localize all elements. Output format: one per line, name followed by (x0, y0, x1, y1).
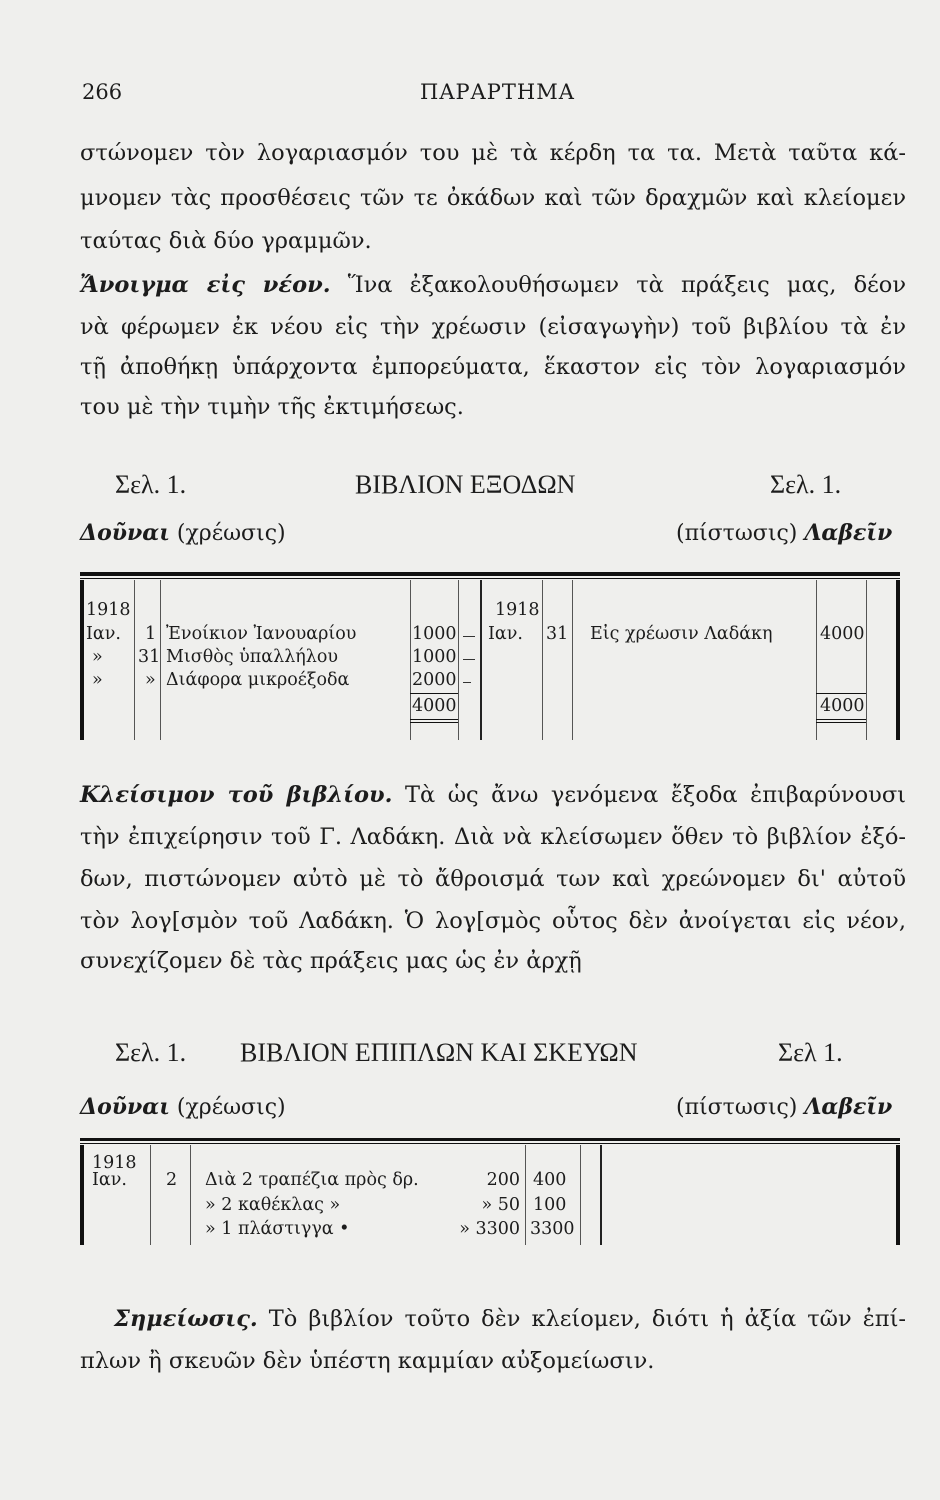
ledger2-left-border (80, 1145, 84, 1245)
ledger2-debit-amount: 3300 (530, 1219, 575, 1239)
ledger1-center-divider (480, 580, 482, 740)
ledger1-credit-amount: 4000 (820, 624, 865, 644)
ledger2-debit-desc: Διὰ 2 τραπέζια πρὸς δρ. (205, 1170, 419, 1190)
running-head: ΠΑΡΑΡΤΗΜΑ (420, 80, 575, 104)
ledger1-debit-total: 4000 (412, 696, 457, 716)
ledger1-top-rule-thin (80, 578, 900, 579)
note-line-1 (80, 1304, 906, 1334)
opening-line-4: του μὲ τὴν τιμὴν τῆς ἐκτιμήσεως. (80, 394, 464, 420)
opening-line-1-text: Ἵνα ἐξακολουθήσωμεν τὰ πράξεις μας, δέον (347, 272, 906, 298)
closing-heading: Κλείσιμον τοῦ βιβλίου. (80, 782, 393, 808)
ledger1-debit-amount: 2000 (412, 670, 457, 690)
ledger1-col-divider (134, 580, 135, 740)
ledger2-debit-word: Δοῦναι (80, 1094, 170, 1120)
ledger1-debit-month: Ιαν. (86, 624, 121, 644)
ledger1-title: ΒΙΒΛΙΟΝ ΕΞΟΔΩΝ (355, 470, 576, 499)
intro-line-2: μνομεν τὰς προσθέσεις τῶν τε ὀκάδων καὶ τῶν δραχμῶν καὶ κλείομεν (80, 185, 906, 211)
ledger2-credit-word: Λαβεῖν (804, 1094, 893, 1120)
ledger2-page-right: Σελ 1. (778, 1038, 843, 1067)
ledger2-debit-day: 2 (166, 1170, 178, 1190)
ledger1-dash (463, 659, 475, 660)
ledger1-debit-month: » (92, 647, 103, 667)
note-line-1-text: Τὸ βιβλίον τοῦτο δὲν κλείομεν, διότι ἡ ἀξία τῶν ἐπί- (268, 1306, 906, 1332)
ledger1-credit-word: Λαβεῖν (804, 520, 893, 546)
ledger1-top-rule (80, 572, 900, 576)
ledger1-credit-paren: (πίστωσις) (676, 521, 798, 546)
ledger1-left-border (80, 580, 84, 740)
ledger2-center-divider (600, 1145, 602, 1245)
opening-line-3: τῇ ἀποθήκῃ ὑπάρχοντα ἐμπορεύματα, ἕκαστον εἰς τὸν λογαριασμόν (80, 354, 906, 380)
ledger1-credit-desc: Εἰς χρέωσιν Λαδάκη (590, 624, 773, 644)
opening-line-2: νὰ φέρωμεν ἐκ νέου εἰς τὴν χρέωσιν (εἰσαγωγὴν) τοῦ βιβλίου τὰ ἐν (80, 314, 906, 340)
ledger1-debit-amount: 1000 (412, 624, 457, 644)
ledger1-dash (463, 636, 475, 637)
ledger1-debit-day: 1 (145, 624, 157, 644)
ledger1-col-divider (866, 580, 867, 740)
ledger1-credit-total: 4000 (820, 696, 865, 716)
ledger2-col-divider (150, 1145, 151, 1245)
closing-line-1 (80, 780, 906, 810)
ledger1-col-divider (542, 580, 543, 740)
ledger1-debit-desc: Μισθὸς ὑπαλλήλου (166, 647, 339, 667)
ledger1-debit-day: » (145, 670, 156, 690)
ledger1-total-rule (410, 722, 458, 723)
ledger2-debit-label (80, 1094, 286, 1120)
intro-line-3: ταύτας διὰ δύο γραμμῶν. (80, 228, 372, 254)
ledger1-debit-month: » (92, 670, 103, 690)
ledger2-credit-label (676, 1094, 892, 1120)
ledger1-page-left: Σελ. 1. (115, 470, 187, 499)
ledger1-total-rule (816, 719, 866, 720)
ledger2-right-border (896, 1145, 900, 1245)
ledger2-col-divider (580, 1145, 581, 1245)
ledger1-credit-day: 31 (546, 624, 569, 644)
closing-line-1-text: Τὰ ὡς ἄνω γενόμενα ἔξοδα ἐπιβαρύνουσι (405, 782, 906, 808)
ledger1-debit-amount: 1000 (412, 647, 457, 667)
ledger2-debit-desc: » 1 πλάστιγγα • (205, 1219, 350, 1239)
ledger2-debit-amount: 100 (533, 1195, 567, 1215)
ledger2-credit-paren: (πίστωσις) (676, 1095, 798, 1120)
ledger2-page-left: Σελ. 1. (115, 1038, 187, 1067)
ledger1-col-divider (572, 580, 573, 740)
ledger2-debit-desc: » 2 καθέκλας » (205, 1195, 341, 1215)
ledger1-page-right: Σελ. 1. (770, 470, 842, 499)
opening-heading: Ἄνοιγμα εἰς νέον. (80, 272, 331, 298)
ledger1-dash (463, 682, 471, 683)
ledger1-debit-label (80, 520, 286, 546)
closing-line-5: συνεχίζομεν δὲ τὰς πράξεις μας ὡς ἐν ἀρχῇ (80, 948, 582, 974)
ledger2-top-rule (80, 1138, 900, 1141)
ledger2-debit-amount: 400 (533, 1170, 567, 1190)
page-number: 266 (82, 80, 123, 104)
ledger1-col-divider (816, 580, 817, 740)
ledger1-debit-year: 1918 (86, 600, 131, 620)
closing-line-2: τὴν ἐπιχείρησιν τοῦ Γ. Λαδάκη. Διὰ νὰ κλείσωμεν ὅθεν τὸ βιβλίον ἐξό- (80, 824, 906, 850)
ledger1-total-rule (410, 719, 458, 720)
intro-line-1: στώνομεν τὸν λογαριασμόν του μὲ τὰ κέρδη τα τα. Μετὰ ταῦτα κά- (80, 140, 906, 166)
ledger2-debit-month: Ιαν. (92, 1170, 127, 1190)
ledger2-col-divider (190, 1145, 191, 1245)
opening-line-1 (80, 270, 906, 300)
ledger2-debit-price: 200 (486, 1170, 520, 1190)
ledger1-debit-day: 31 (138, 647, 161, 667)
ledger1-right-border (896, 580, 900, 740)
note-line-2: πλων ἢ σκευῶν δὲν ὑπέστη καμμίαν αὐξομείωσιν. (80, 1348, 655, 1374)
ledger1-col-divider (410, 580, 411, 740)
ledger2-col-divider (525, 1145, 526, 1245)
note-heading: Σημείωσις. (114, 1306, 258, 1332)
ledger1-credit-label (676, 520, 892, 546)
ledger1-sum-rule (816, 693, 866, 694)
ledger1-credit-month: Ιαν. (488, 624, 523, 644)
ledger2-debit-year: 1918 (92, 1153, 137, 1173)
ledger2-debit-price: » 3300 (459, 1219, 520, 1239)
ledger2-debit-paren: (χρέωσις) (176, 1095, 286, 1120)
closing-line-3: δων, πιστώνομεν αὐτὸ μὲ τὸ ἄθροισμά των καὶ χρεώνομεν δι' αὐτοῦ (80, 866, 906, 892)
ledger1-debit-desc: Ἐνοίκιον Ἰανουαρίου (166, 624, 357, 644)
ledger1-debit-paren: (χρέωσις) (176, 521, 286, 546)
ledger2-top-rule-thin (80, 1143, 900, 1144)
ledger1-sum-rule (410, 693, 458, 694)
ledger1-col-divider (458, 580, 459, 740)
ledger1-credit-year: 1918 (495, 600, 540, 620)
ledger1-debit-word: Δοῦναι (80, 520, 170, 546)
ledger1-debit-desc: Διάφορα μικροέξοδα (166, 670, 350, 690)
ledger2-debit-price: » 50 (481, 1195, 520, 1215)
closing-line-4: τὸν λογ[σμὸν τοῦ Λαδάκη. Ὁ λογ[σμὸς οὗτος δὲν ἀνοίγεται εἰς νέον, (80, 908, 906, 934)
ledger2-title: ΒΙΒΛΙΟΝ ΕΠΙΠΛΩΝ ΚΑΙ ΣΚΕΥΩΝ (240, 1038, 638, 1067)
ledger1-total-rule (816, 722, 866, 723)
